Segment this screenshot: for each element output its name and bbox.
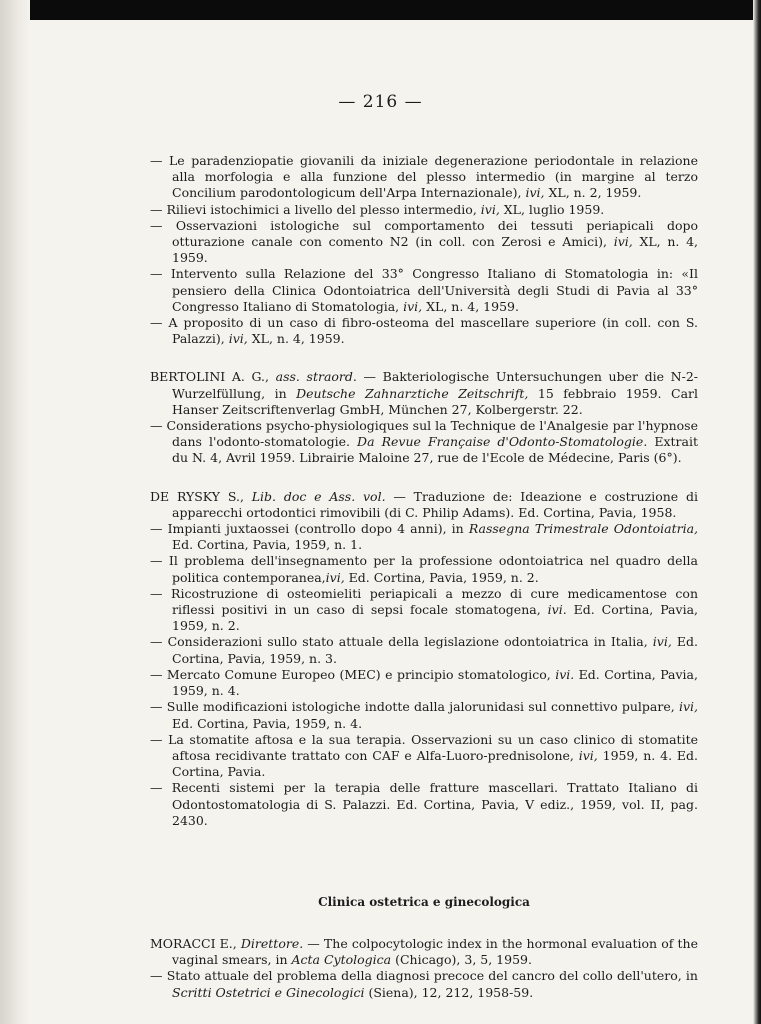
entry-text: — La stomatite aftosa e la sua terapia. Osservazioni su un caso clinico di stomatite aftosa recidivante trattato con CAF e Alfa-Luoro-prednisolone,	[150, 731, 698, 763]
entry-text: Ed. Cortina, Pavia, 1959, n. 2.	[344, 569, 539, 585]
bibliography-entry	[150, 968, 698, 1000]
bibliography-entry	[150, 521, 698, 553]
bibliography-entry	[150, 266, 698, 315]
entry-text: Extrait du N. 4, Avril 1959. Librairie Maloine 27, rue de l'Ecole de Médecine, Paris (6°).	[172, 434, 699, 466]
entry-text: 1959, n. 4. Ed. Cortina, Pavia.	[172, 747, 698, 780]
entry-text: — Intervento sulla Relazione del 33° Congresso Italiano di Stomatologia in: «Il pensiero della Clinica Odontoiatrica dell'Università degli Studi di Pavia al 33° Congresso Italiano di Stomatologia,	[150, 266, 698, 314]
entry-text: — Stato attuale del problema della diagnosi precoce del cancro del collo dell'utero, in	[150, 968, 698, 984]
bibliography-entry	[150, 936, 698, 968]
bibliography-entry	[150, 732, 698, 781]
scan-top-border	[0, 0, 761, 20]
bibliography-entry	[150, 667, 698, 699]
italic-citation-text: ivi,	[613, 234, 633, 250]
entry-text: — Considerations psycho-physiologiques sul la Technique de l'Analgesie par l'hypnose dans l'odonto-stomatologie.	[150, 418, 698, 450]
entry-text: XL, n. 2, 1959.	[544, 185, 642, 201]
italic-citation-text: ivi,	[525, 185, 545, 201]
entry-text: — Sulle modificazioni istologiche indotte dalla jalorunidasi sul connettivo pulpare,	[150, 699, 679, 715]
italic-citation-text: ivi,	[652, 634, 672, 650]
bibliography-group-bertolini	[150, 369, 698, 466]
bibliography-entry	[150, 586, 698, 635]
document-body	[150, 153, 698, 1001]
bibliography-entry	[150, 218, 698, 267]
entry-text: DE RYSKY S.,	[150, 488, 252, 504]
entry-text: Ed. Cortina, Pavia, 1959, n. 4.	[172, 666, 698, 699]
entry-text: XL, n. 4, 1959.	[422, 298, 519, 314]
entry-text: MORACCI E.,	[150, 935, 241, 951]
italic-citation-text: ivi.	[555, 666, 575, 682]
entry-text: Ed. Cortina, Pavia, 1959, n. 2.	[172, 602, 698, 634]
page-number: — 216 —	[338, 92, 423, 112]
italic-citation-text: Direttore.	[240, 935, 304, 951]
italic-citation-text: Rassegna Trimestrale Odontoiatria,	[468, 521, 698, 537]
bibliography-group-moracci	[150, 936, 698, 1001]
entry-text: XL, n. 4, 1959.	[247, 331, 345, 347]
italic-citation-text: Lib. doc e Ass. vol.	[251, 488, 386, 504]
bibliography-entry	[150, 699, 698, 731]
entry-text: — Impianti juxtaossei (controllo dopo 4 anni), in	[150, 521, 469, 537]
entry-text: — The colpocytologic index in the hormonal evaluation of the vaginal smears, in	[172, 935, 698, 968]
bibliography-entry	[150, 489, 698, 521]
bibliography-entry	[150, 780, 698, 829]
bibliography-entry	[150, 553, 698, 585]
bibliography-group-de-rysky	[150, 489, 698, 829]
entry-text: — Recenti sistemi per la terapia delle fratture mascellari. Trattato Italiano di Odontostomatologia di S. Palazzi. Ed. Cortina, Pavia, V ediz., 1959, vol. II, pag. 2430.	[150, 780, 698, 828]
section-heading: Clinica ostetrica e ginecologica	[318, 894, 530, 909]
italic-citation-text: ivi,	[678, 699, 698, 715]
entry-text: Ed. Cortina, Pavia, 1959, n. 1.	[172, 537, 363, 553]
italic-citation-text: ivi,	[578, 747, 598, 763]
entry-text: — Mercato Comune Europeo (MEC) e principio stomatologico,	[150, 666, 556, 682]
bibliography-entry	[150, 153, 698, 202]
italic-citation-text: ivi.	[547, 602, 567, 618]
bibliography-entry	[150, 634, 698, 666]
italic-citation-text: Deutsche Zahnarztiche Zeitschrift,	[296, 385, 529, 401]
italic-citation-text: Da Revue Française d'Odonto-Stomatologie.	[357, 434, 648, 450]
entry-text: Ed. Cortina, Pavia, 1959, n. 3.	[172, 634, 698, 666]
entry-text: BERTOLINI A. G.,	[150, 369, 276, 385]
bibliography-entry	[150, 202, 698, 218]
bibliography-entry	[150, 369, 698, 418]
entry-text: — Rilievi istochimici a livello del plesso intermedio,	[150, 201, 481, 217]
entry-text: Ed. Cortina, Pavia, 1959, n. 4.	[172, 715, 363, 731]
entry-text: — A proposito di un caso di fibro-osteoma del mascellare superiore (in coll. con S. Palazzi),	[150, 315, 698, 347]
scan-left-edge	[0, 0, 30, 1024]
bibliography-group-1	[150, 153, 698, 347]
entry-text: — Ricostruzione di osteomieliti periapicali a mezzo di cure medicamentose con riflessi positivi in un caso di sepsi focale stomatogena,	[150, 585, 698, 618]
italic-citation-text: ivi,	[480, 201, 500, 217]
italic-citation-text: Acta Cytologica	[291, 952, 392, 968]
entry-text: (Siena), 12, 212, 1958-59.	[364, 984, 534, 1000]
entry-text: XL, n. 4, 1959.	[172, 234, 698, 266]
entry-text: — Il problema dell'insegnamento per la professione odontoiatrica nel quadro della politica contemporanea,	[150, 553, 698, 585]
entry-text: 15 febbraio 1959. Carl Hanser Zeitscriftenverlag GmbH, München 27, Kolbergerstr. 22.	[172, 385, 698, 417]
italic-citation-text: Scritti Ostetrici e Ginecologici	[172, 984, 365, 1000]
entry-text: — Le paradenziopatie giovanili da iniziale degenerazione periodontale in relazione alla morfologia e alla funzione del plesso intermedio (in margine al terzo Concilium parodontologicum dell'Arpa Internazionale),	[150, 153, 698, 201]
entry-text: — Bakteriologische Untersuchungen uber die N-2-Wurzelfüllung, in	[172, 369, 698, 401]
bibliography-entry	[150, 418, 698, 467]
entry-text: XL, luglio 1959.	[499, 201, 605, 217]
entry-text: — Considerazioni sullo stato attuale della legislazione odontoiatrica in Italia,	[150, 634, 653, 650]
italic-citation-text: ivi,	[403, 298, 423, 314]
bibliography-entry	[150, 315, 698, 347]
italic-citation-text: ivi,	[228, 331, 248, 347]
italic-citation-text: ass. straord.	[275, 369, 357, 385]
italic-citation-text: ivi,	[325, 569, 345, 585]
entry-text: — Traduzione de: Ideazione e costruzione di apparecchi ortodontici rimovibili (di C. Philip Adams). Ed. Cortina, Pavia, 1958.	[172, 488, 698, 520]
entry-text: — Osservazioni istologiche sul comportamento dei tessuti periapicali dopo otturazione canale con comento N2 (in coll. con Zerosi e Amici),	[150, 217, 698, 250]
entry-text: (Chicago), 3, 5, 1959.	[391, 952, 532, 968]
scan-right-edge	[753, 0, 761, 1024]
